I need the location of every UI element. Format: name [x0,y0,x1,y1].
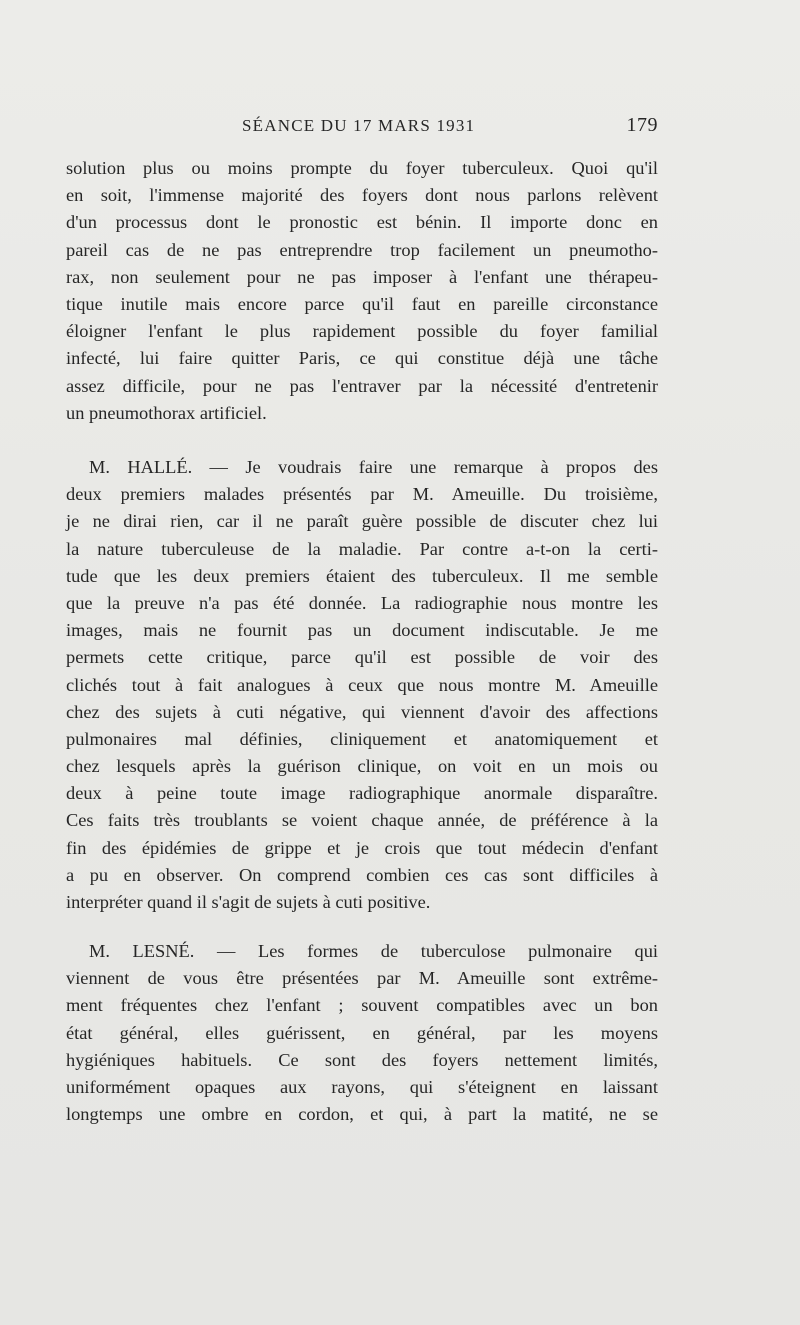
text-line: chez lesquels après la guérison clinique, on voit en un mois ou [66,756,658,777]
text-line: solution plus ou moins prompte du foyer tuberculeux. Quoi qu'il [66,158,658,178]
running-head [66,116,658,142]
text-line: Ces faits très troublants se voient chaque année, de préférence à la [66,810,658,831]
paragraph-continuation [66,155,658,427]
text-line: permets cette critique, parce qu'il est possible de voir des [66,647,658,668]
text-line: pareil cas de ne pas entreprendre trop facilement un pneumotho- [66,239,658,260]
text-line: tique inutile mais encore parce qu'il faut en pareille circonstance [66,293,658,314]
text-line: chez des sujets à cuti négative, qui viennent d'avoir des affections [66,701,658,722]
text-line: que la preuve n'a pas été donnée. La radiographie nous montre les [66,592,658,613]
text-line: pulmonaires mal définies, cliniquement et anatomiquement et [66,728,658,749]
text-line: tude que les deux premiers étaient des tuberculeux. Il me semble [66,565,658,586]
text-line: la nature tuberculeuse de la maladie. Par contre a-t-on la certi- [66,538,658,559]
paragraph-halle [66,454,658,916]
text-line: images, mais ne fournit pas un document indiscutable. Je me [66,620,658,641]
text-line: deux premiers malades présentés par M. Ameuille. Du troisième, [66,484,658,505]
text-line: uniformément opaques aux rayons, qui s'éteignent en laissant [66,1076,658,1097]
text-line: en soit, l'immense majorité des foyers dont nous parlons relèvent [66,185,658,206]
text-line: infecté, lui faire quitter Paris, ce qui constitue déjà une tâche [66,348,658,369]
paragraph-lesne [66,938,658,1128]
text-line: viennent de vous être présentées par M. Ameuille sont extrême- [66,968,658,989]
text-line: rax, non seulement pour ne pas imposer à l'enfant une thérapeu- [66,266,658,287]
text-line: deux à peine toute image radiographique anormale disparaître. [66,783,658,804]
text-line: assez difficile, pour ne pas l'entraver par la nécessité d'entretenir [66,375,658,396]
text-line: hygiéniques habituels. Ce sont des foyers nettement limités, [66,1049,658,1070]
text-line: ment fréquentes chez l'enfant ; souvent compatibles avec un bon [66,995,658,1016]
text-line: état général, elles guérissent, en général, par les moyens [66,1022,658,1043]
page-number: 179 [626,114,658,136]
text-line: je ne dirai rien, car il ne paraît guère possible de discuter chez lui [66,511,658,532]
running-head-title: SÉANCE DU 17 MARS 1931 [242,116,476,135]
text-line: un pneumothorax artificiel. [66,402,267,423]
text-line: éloigner l'enfant le plus rapidement possible du foyer familial [66,321,658,342]
text-line: clichés tout à fait analogues à ceux que nous montre M. Ameuille [66,674,658,695]
text-line: fin des épidémies de grippe et je crois que tout médecin d'enfant [66,837,658,858]
text-line: interpréter quand il s'agit de sujets à cuti positive. [66,892,431,912]
text-line: M. LESNÉ. — Les formes de tuberculose pulmonaire qui [89,941,658,961]
text-line: d'un processus dont le pronostic est bénin. Il importe donc en [66,212,658,233]
text-line: M. HALLÉ. — Je voudrais faire une remarque à propos des [89,457,658,477]
text-line: longtemps une ombre en cordon, et qui, à part la matité, ne se [66,1104,658,1125]
text-line: a pu en observer. On comprend combien ces cas sont difficiles à [66,864,658,885]
